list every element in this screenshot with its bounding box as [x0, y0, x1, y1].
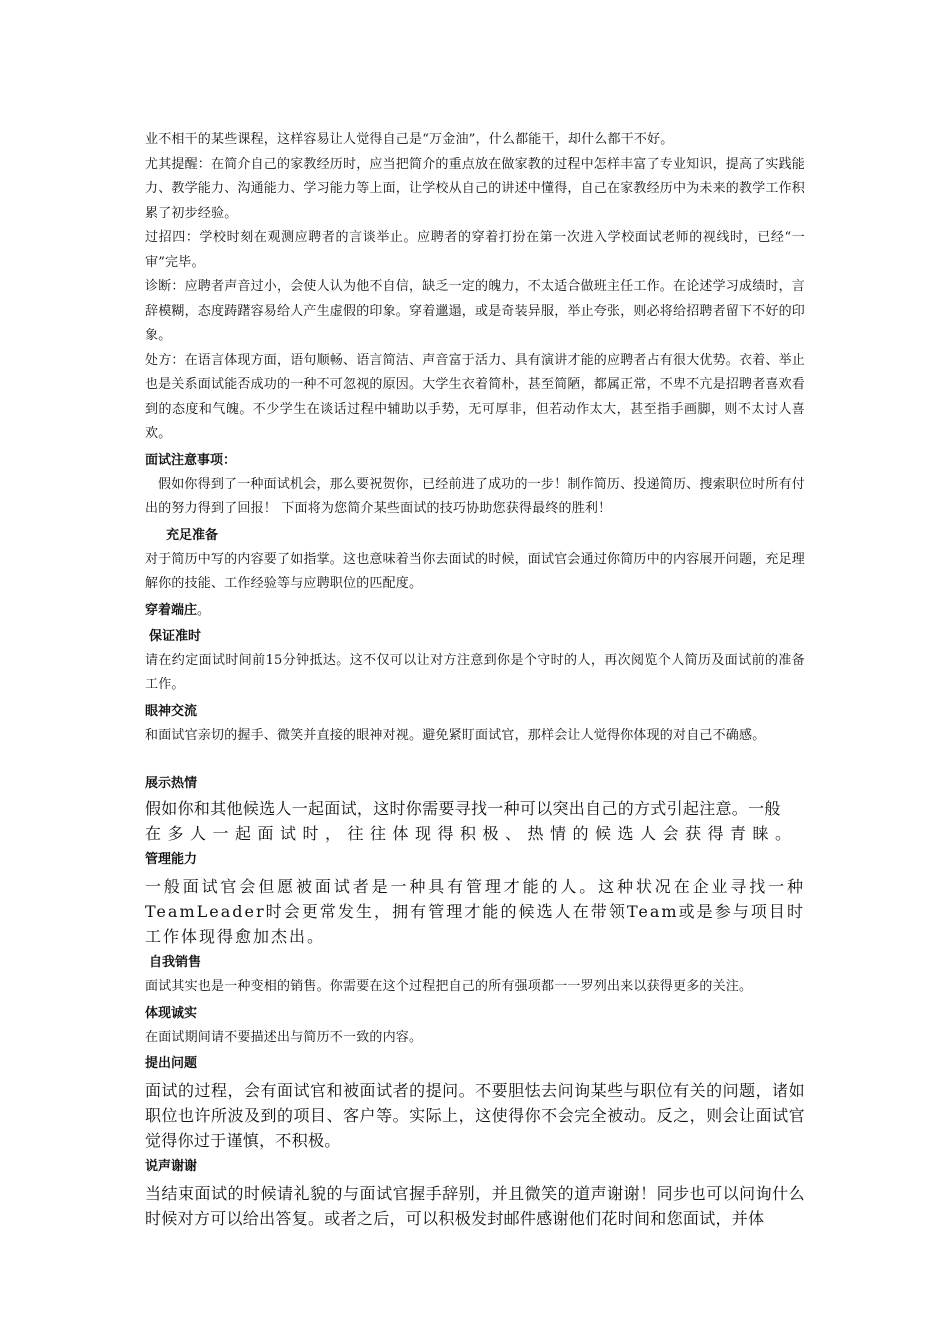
- section-title-prepare: 充足准备: [166, 527, 219, 543]
- section-text-passion-2: 在多人一起面试时，往往体现得积极、热情的候选人会获得青睐。: [145, 824, 798, 843]
- intro-paragraph-2: 尤其提醒：在简介自己的家教经历时，应当把简介的重点放在做家教的过程中怎样丰富了专业知识，提高了实践能力、教学能力、沟通能力、学习能力等上面，让学校从自己的讲述中懂得，自己在家教经历中为未来的教学工作积累了初步经验。: [145, 156, 806, 221]
- section-text-passion-1: 假如你和其他候选人一起面试，这时你需要寻找一种可以突出自己的方式引起注意。一般: [145, 799, 781, 818]
- notes-heading: 面试注意事项：: [145, 452, 237, 468]
- section-title-dress: [145, 599, 805, 623]
- section-title-sell: 自我销售: [149, 955, 202, 970]
- section-text-sell: 面试其实也是一种变相的销售。你需要在这个过程把自己的所有强项都一一罗列出来以获得更多的关注。: [145, 979, 753, 994]
- section-text-eye: 和面试官亲切的握手、微笑并直接的眼神对视。避免紧盯面试官，那样会让人觉得你体现的对自己不确感。: [145, 727, 766, 743]
- notes-intro: 假如你得到了一种面试机会，那么要祝贺你，已经前进了成功的一步！制作简历、投递简历、搜索职位时所有付出的努力得到了回报！ 下面将为您简介某些面试的技巧协助您获得最终的胜利！: [145, 476, 805, 516]
- section-text-punctual: 请在约定面试时间前15分钟抵达。这不仅可以让对方注意到你是个守时的人，再次阅览个人简历及面试前的准备工作。: [145, 652, 805, 692]
- intro-paragraph-3: 过招四：学校时刻在观测应聘者的言谈举止。应聘者的穿着打扮在第一次进入学校面试老师的视线时，已经“一审”完毕。: [145, 230, 805, 270]
- section-title-ask: 提出问题: [145, 1056, 198, 1071]
- section-text-ask: 面试的过程，会有面试官和被面试者的提问。不要胆怯去问询某些与职位有关的问题，诸如职位也许所波及到的项目、客户等。实际上，这使得你不会完全被动。反之，则会让面试官觉得你过于谨慎，不积极。: [145, 1081, 805, 1150]
- section-title-manage: 管理能力: [145, 852, 198, 867]
- spacer: [145, 748, 805, 770]
- section-text-prepare: 对于简历中写的内容要了如指掌。这也意味着当你去面试的时候，面试官会通过你简历中的内容展开问题，充足理解你的技能、工作经验等与应聘职位的匹配度。: [145, 551, 806, 591]
- intro-paragraph-1: 业不相干的某些课程，这样容易让人觉得自己是“万金油”，什么都能干，却什么都干不好。: [145, 132, 674, 147]
- intro-paragraph-4: 诊断：应聘者声音过小，会使人认为他不自信，缺乏一定的魄力，不太适合做班主任工作。在论述学习成绩时，言辞模糊，态度踌躇容易给人产生虚假的印象。穿着邋遢，或是奇装异服，举止夸张，则必将给招聘者留下不好的印象。: [145, 279, 806, 343]
- dress-title: 穿着端庄: [145, 602, 198, 618]
- intro-paragraph-5: 处方：在语言体现方面，语句顺畅、语言简洁、声音富于活力、具有演讲才能的应聘者占有很大优势。衣着、举止也是关系面试能否成功的一种不可忽视的原因。大学生衣着简朴，甚至简陋，都属正常，不卑不亢是招聘者喜欢看到的态度和气魄。不少学生在谈话过程中辅助以手势，无可厚非，但若动作太大，甚至指手画脚，则不太讨人喜欢。: [145, 352, 806, 441]
- document-page: [145, 128, 805, 1231]
- section-title-honest: 体现诚实: [145, 1005, 198, 1021]
- dress-suffix: 。: [197, 602, 211, 618]
- section-title-thanks: 说声谢谢: [145, 1159, 198, 1174]
- section-text-manage: 一般面试官会但愿被面试者是一种具有管理才能的人。这种状况在企业寻找一种TeamLeader时会更常发生，拥有管理才能的候选人在带领Team或是参与项目时工作体现得愈加杰出。: [145, 877, 805, 946]
- section-text-honest: 在面试期间请不要描述出与简历不一致的内容。: [145, 1029, 423, 1045]
- section-title-passion: 展示热情: [145, 776, 198, 791]
- section-text-thanks: 当结束面试的时候请礼貌的与面试官握手辞别，并且微笑的道声谢谢！同步也可以问询什么时候对方可以给出答复。或者之后，可以积极发封邮件感谢他们花时间和您面试，并体: [145, 1184, 805, 1228]
- section-title-punctual: 保证准时: [149, 628, 202, 644]
- section-title-eye: 眼神交流: [145, 703, 198, 719]
